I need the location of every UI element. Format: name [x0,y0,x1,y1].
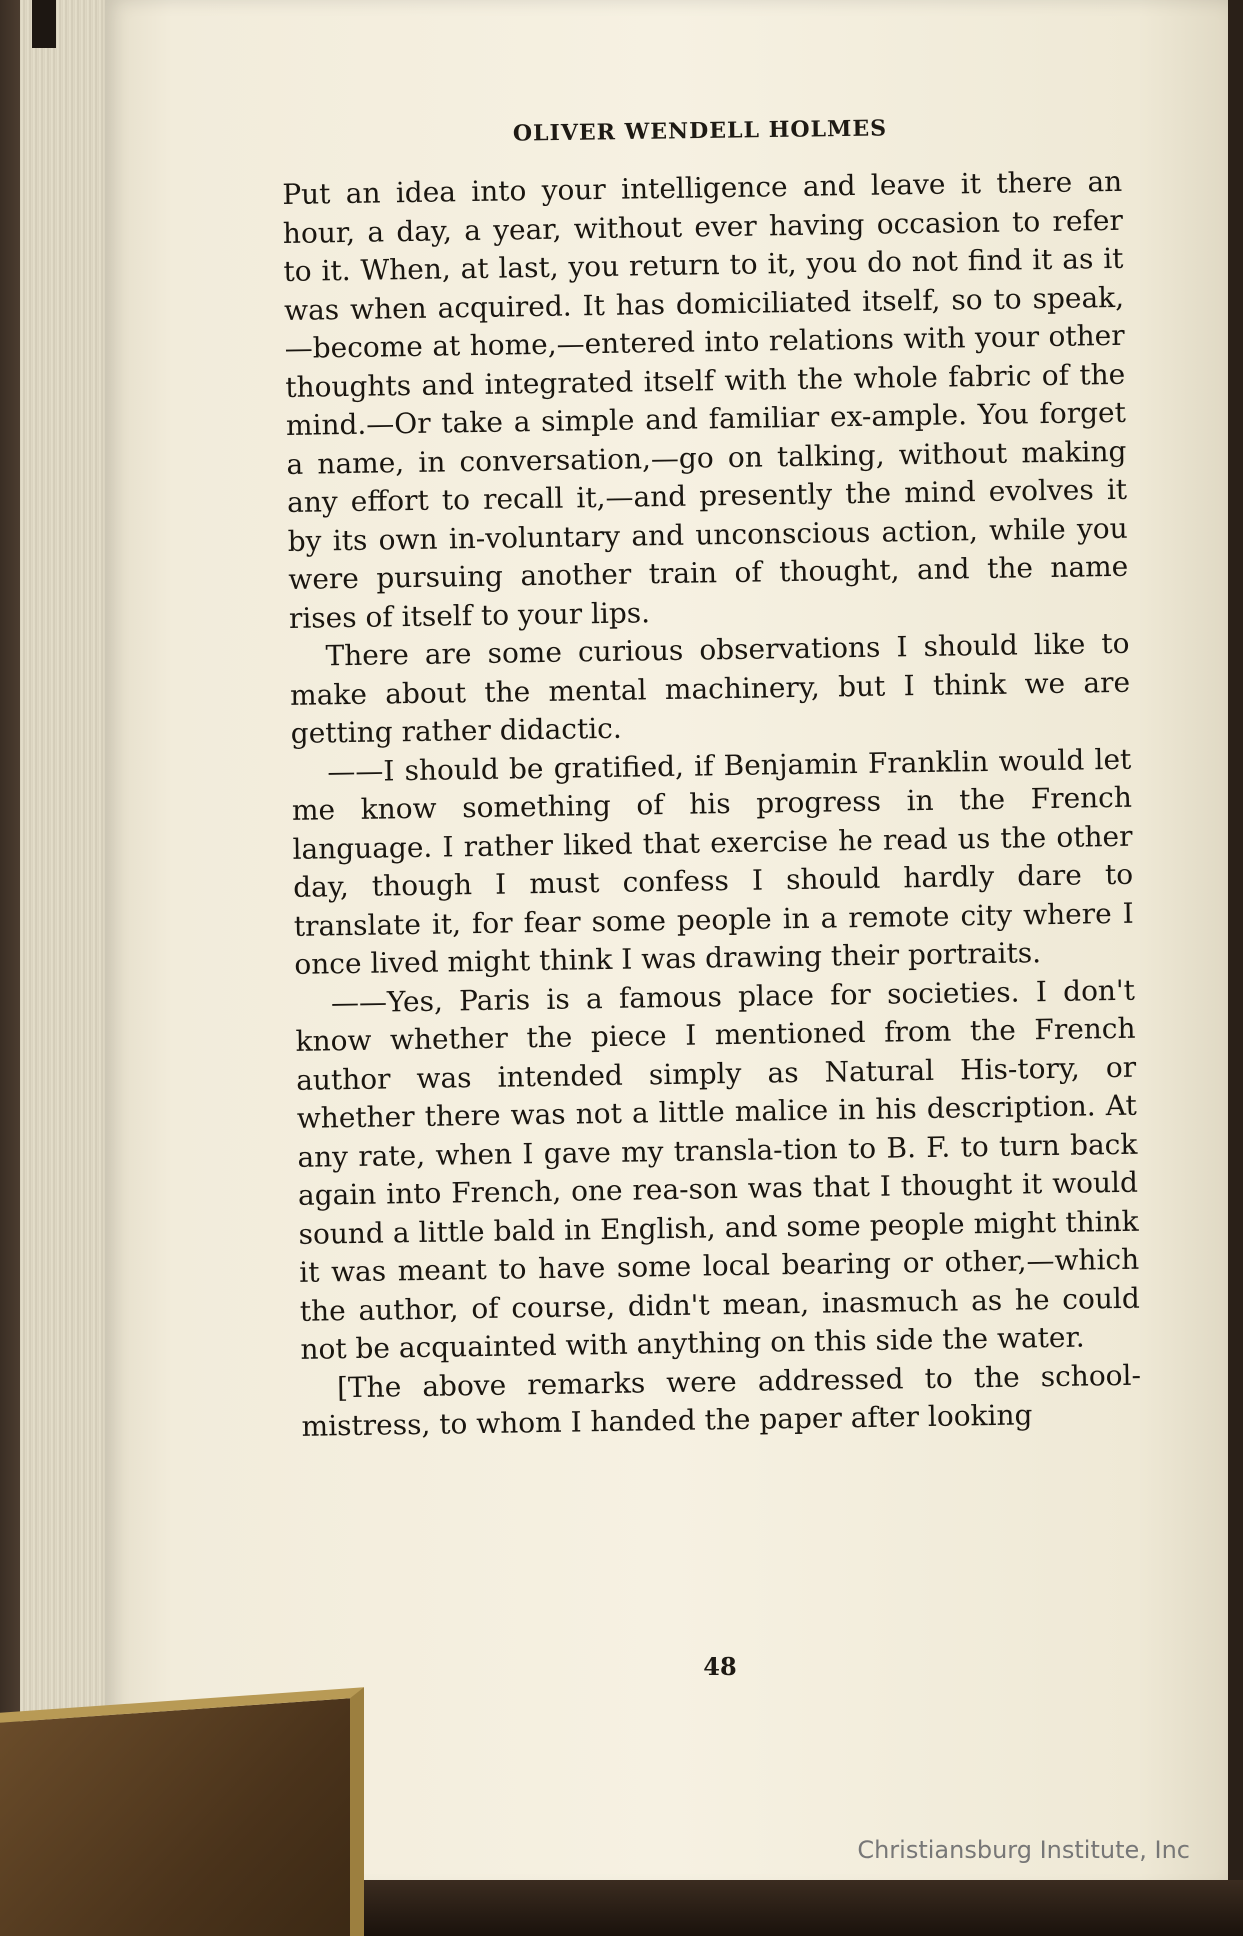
paragraph-2: There are some curious observations I should like to make about the mental machinery, but I think we are getting rather didactic. [289,626,1131,750]
paragraph-3: ——I should be gratified, if Benjamin Franklin would let me know something of his progress in the French language. I rather liked that exercise he read us the other day, though I must confess I should hardly dare to translate it, for fear some people in a remote city where I once lived might think I was drawing their portraits. [291,742,1134,981]
watermark: Christiansburg Institute, Inc [857,1836,1190,1864]
paragraph-4: ——Yes, Paris is a famous place for societies. I don't know whether the piece I mentioned from the French author was intended simply as Natural His-tory, or whether there was not a little malice in his description. At any rate, when I gave my transla-tion to B. F. to turn back again into French, one rea-son was that I thought it would sound a little bald in English, and some people might think it was meant to have some local bearing or other,—which the author, of course, didn't mean, inasmuch as he could not be acquainted with anything on this side the water. [295,973,1140,1366]
paragraph-5: [The above remarks were addressed to the school-mistress, to whom I handed the paper after looking [301,1358,1142,1443]
running-header: OLIVER WENDELL HOLMES [512,115,888,147]
page-number: 48 [703,1652,737,1681]
paragraph-1: Put an idea into your intelligence and leave it there an hour, a day, a year, without ever having occasion to refer to it. When, at last, you return to it, you do not find it as it was when acquired. It has domiciliated itself, so to speak,—become at home,—entered into relations with your other thoughts and integrated itself with the whole fabric of the mind.—Or take a simple and familiar ex-ample. You forget a name, in conversation,—go on talking, without making any effort to recall it,—and presently the mind evolves it by its own in-voluntary and unconscious action, while you were pursuing another train of thought, and the name rises of itself to your lips. [282,164,1129,635]
body-text [282,163,1142,1447]
book-cover-corner [0,1687,364,1936]
spine-mark [32,0,56,48]
